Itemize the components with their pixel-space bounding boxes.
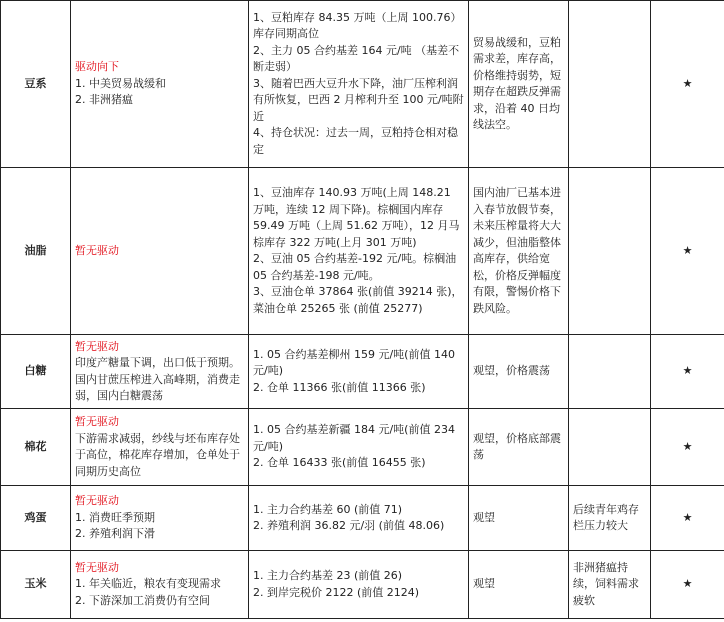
data-line: 2. 仓单 11366 张(前值 11366 张) xyxy=(253,380,426,394)
driver-item: 下游需求减弱，纱线与坯布库存处于高位，棉花库存增加，仓单处于同期历史高位 xyxy=(75,431,240,478)
driver-item: 2. 养殖利润下滑 xyxy=(75,527,155,541)
star-icon: ★ xyxy=(651,335,724,409)
driver-item: 1. 中美贸易战缓和 xyxy=(75,76,166,90)
data-line: 1. 05 合约基差柳州 159 元/吨(前值 140 元/吨) xyxy=(253,347,455,378)
data-cell xyxy=(249,486,469,551)
driver-cell xyxy=(71,168,249,335)
view-cell: 国内油厂已基本进入春节放假节奏，未来压榨量将大大减少，但油脂整体高库存，供给宽松，价格反弹幅度有限，警惕价格下跌风险。 xyxy=(469,168,569,335)
star-icon: ★ xyxy=(651,551,724,619)
data-line: 2、豆油 05 合约基差-192 元/吨。棕榈油 05 合约基差-198 元/吨。 xyxy=(253,252,457,282)
data-line: 1. 主力合约基差 23 (前值 26) xyxy=(253,569,403,582)
driver-title: 暂无驱动 xyxy=(75,243,119,257)
note-cell: 后续青年鸡存栏压力较大 xyxy=(569,486,651,551)
commodity-name: 白糖 xyxy=(1,335,71,409)
data-line: 1. 05 合约基差新疆 184 元/吨(前值 234 元/吨) xyxy=(253,423,455,453)
driver-item: 1. 消费旺季预期 xyxy=(75,510,155,524)
star-icon: ★ xyxy=(651,168,724,335)
data-line: 1、豆油库存 140.93 万吨(上周 148.21 万吨，连续 12 周下降)。棕榈国内库存 59.49 万吨（上周 51.62 万吨），12 月马棕库存 322 万吨(上月 301 万吨) xyxy=(253,186,460,249)
note-cell xyxy=(569,168,651,335)
data-line: 3、随着巴西大豆升水下降，油厂压榨利润有所恢复，巴西 2 月榨利升至 100 元/吨附近 xyxy=(253,76,464,123)
data-cell xyxy=(249,551,469,619)
note-cell xyxy=(569,1,651,168)
driver-item: 1. 年关临近，粮农有变现需求 xyxy=(75,577,221,591)
commodity-name: 玉米 xyxy=(1,551,71,619)
driver-item: 2. 非洲猪瘟 xyxy=(75,93,133,107)
driver-cell xyxy=(71,335,249,409)
data-cell xyxy=(249,409,469,486)
data-line: 4、持仓状况：过去一周，豆粕持仓相对稳定 xyxy=(253,126,458,156)
view-cell: 观望，价格底部震荡 xyxy=(469,409,569,486)
data-line: 2. 仓单 16433 张(前值 16455 张) xyxy=(253,456,426,470)
data-line: 3、豆油仓单 37864 张(前值 39214 张)，菜油仓单 25265 张 (前值 25277) xyxy=(253,285,463,315)
star-icon: ★ xyxy=(651,486,724,551)
commodity-name: 油脂 xyxy=(1,168,71,335)
view-cell: 观望 xyxy=(469,551,569,619)
data-line: 1、豆粕库存 84.35 万吨（上周 100.76）库存同期高位 xyxy=(253,10,462,41)
table-row xyxy=(1,409,724,486)
commodity-name: 豆系 xyxy=(1,1,71,168)
table-row xyxy=(1,335,724,409)
commodity-name: 棉花 xyxy=(1,409,71,486)
driver-title: 暂无驱动 xyxy=(75,415,119,428)
driver-cell xyxy=(71,551,249,619)
table-body xyxy=(1,1,724,619)
table-row xyxy=(1,1,724,168)
driver-cell xyxy=(71,486,249,551)
view-cell: 贸易战缓和，豆粕需求差，库存高，价格维持弱势，短期存在超跌反弹需求，沿着 40 日均线法空。 xyxy=(469,1,569,168)
table-row xyxy=(1,486,724,551)
view-cell: 观望，价格震荡 xyxy=(469,335,569,409)
note-cell: 非洲猪瘟持续，饲料需求疲软 xyxy=(569,551,651,619)
data-line: 1. 主力合约基差 60 (前值 71) xyxy=(253,502,403,516)
data-cell xyxy=(249,335,469,409)
driver-title: 驱动向下 xyxy=(75,60,119,74)
commodity-name: 鸡蛋 xyxy=(1,486,71,551)
table-row xyxy=(1,168,724,335)
note-cell xyxy=(569,409,651,486)
driver-title: 暂无驱动 xyxy=(75,560,119,574)
view-cell: 观望 xyxy=(469,486,569,551)
driver-cell xyxy=(71,409,249,486)
driver-cell xyxy=(71,1,249,168)
star-icon: ★ xyxy=(651,1,724,168)
data-cell xyxy=(249,168,469,335)
data-cell xyxy=(249,1,469,168)
data-line: 2. 养殖利润 36.82 元/羽 (前值 48.06) xyxy=(253,519,445,532)
driver-title: 暂无驱动 xyxy=(75,339,119,353)
driver-item: 印度产糖量下调，出口低于预期。国内甘蔗压榨进入高峰期，消费走弱，国内白糖震荡 xyxy=(75,356,240,402)
driver-item: 2. 下游深加工消费仍有空间 xyxy=(75,593,210,607)
data-line: 2、主力 05 合约基差 164 元/吨 （基差不断走弱） xyxy=(253,43,460,74)
table-row xyxy=(1,551,724,619)
star-icon: ★ xyxy=(651,409,724,486)
driver-title: 暂无驱动 xyxy=(75,494,119,508)
note-cell xyxy=(569,335,651,409)
data-line: 2. 到岸完税价 2122 (前值 2124) xyxy=(253,585,420,599)
